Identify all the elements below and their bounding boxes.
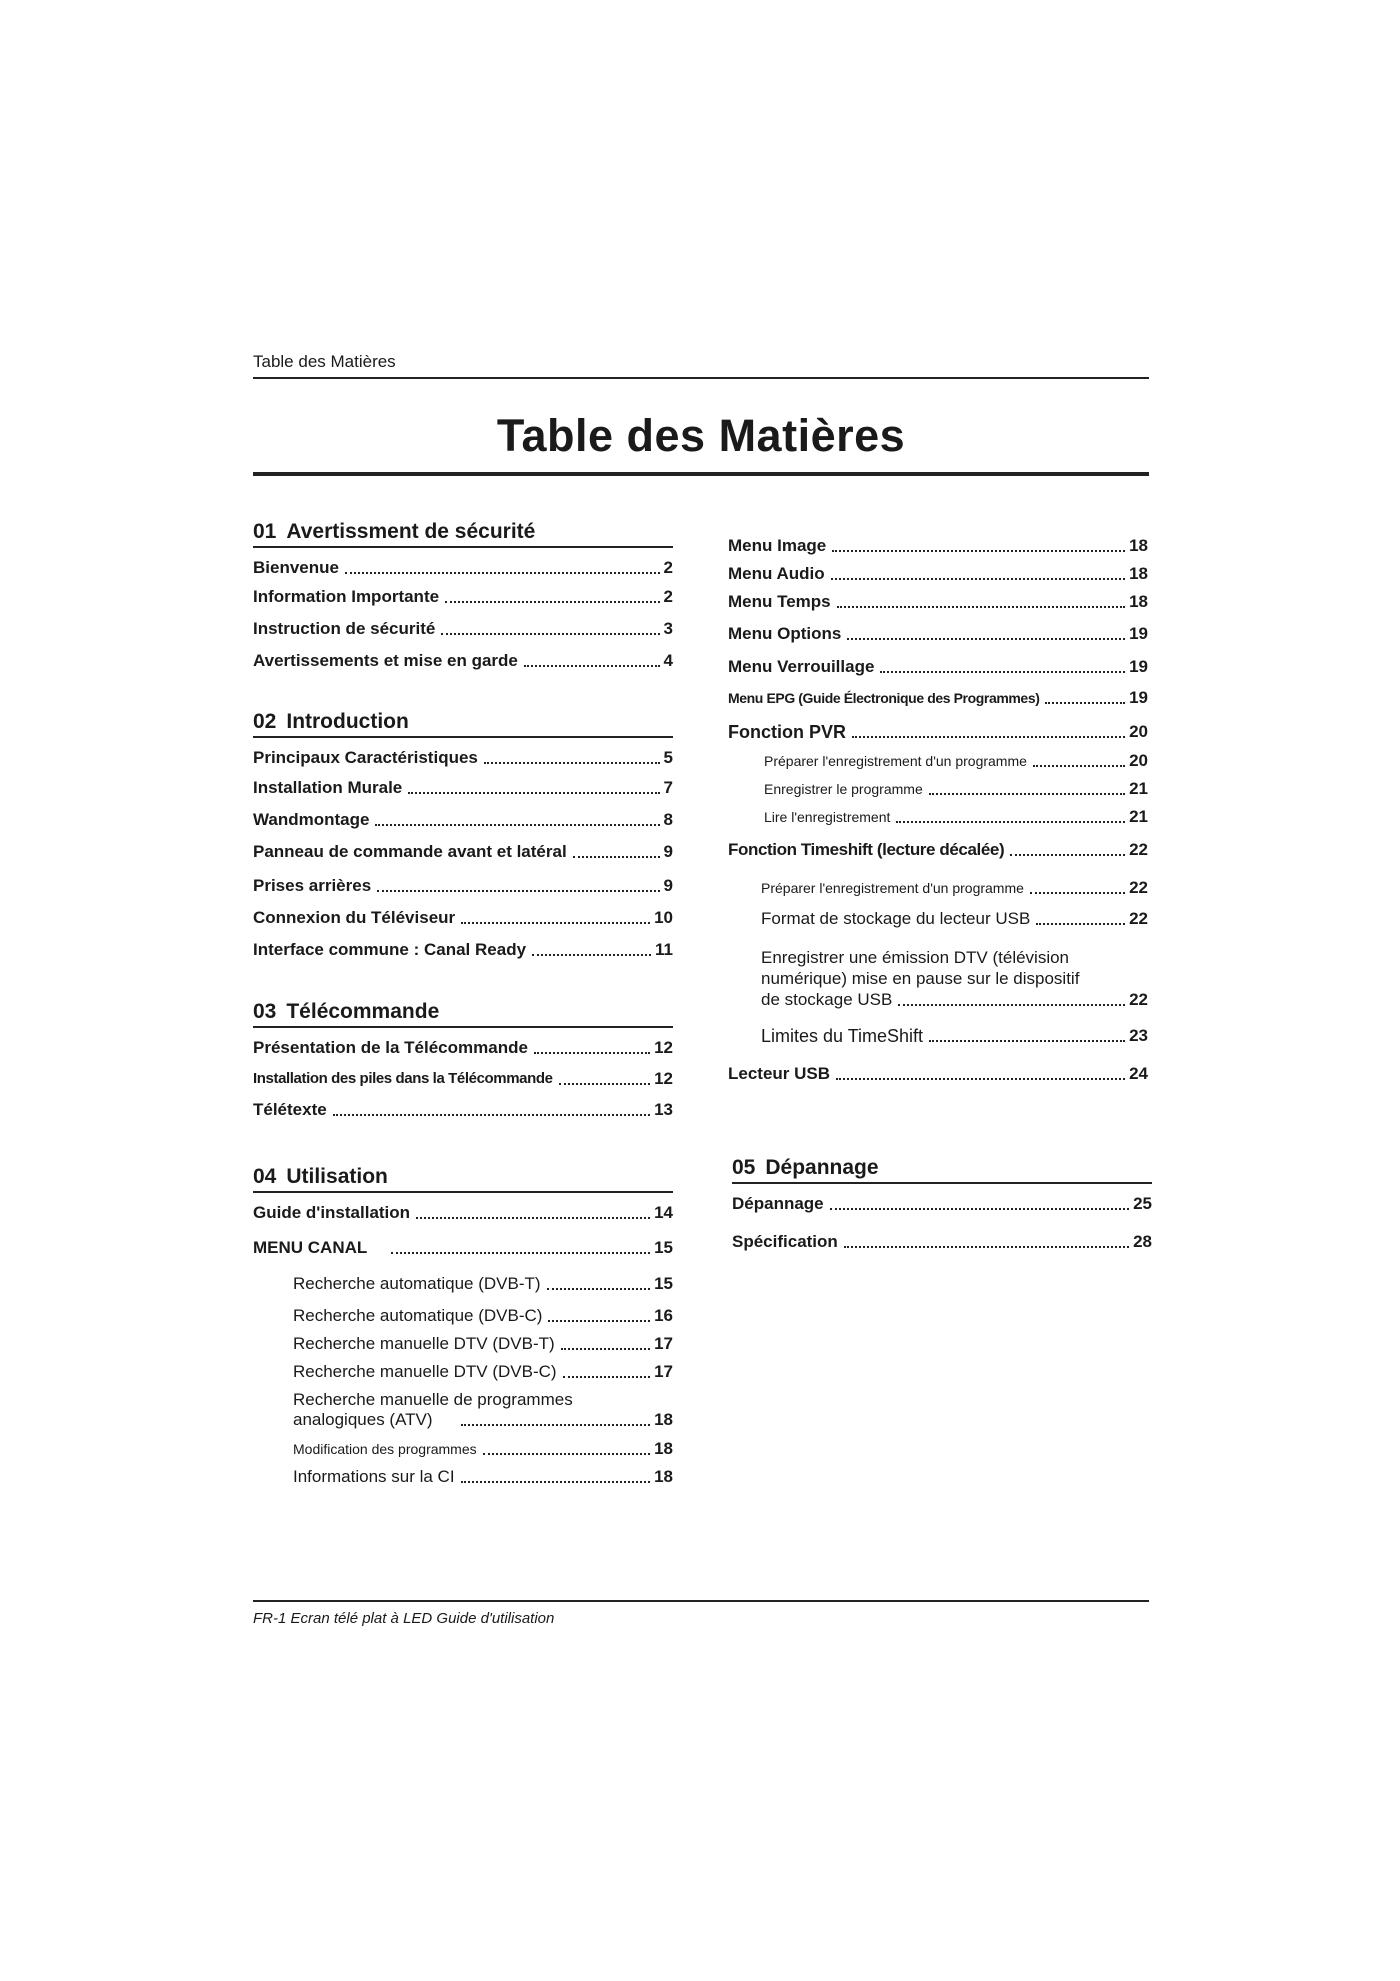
dot-leader: [345, 572, 660, 574]
entry-label: Menu Audio: [728, 564, 825, 583]
dot-leader: [830, 1208, 1129, 1210]
toc-entry-preparer-enregistrement-timeshift[interactable]: [761, 878, 1148, 898]
toc-entry-informations-ci[interactable]: [293, 1467, 673, 1487]
page-number: 9: [663, 876, 673, 895]
dot-leader: [483, 1453, 650, 1455]
page-footer: FR-1 Ecran télé plat à LED Guide d'utilisation: [253, 1610, 555, 1627]
dot-leader: [461, 1481, 651, 1483]
entry-label: Avertissements et mise en garde: [253, 651, 518, 670]
entry-label: Recherche automatique (DVB-T): [293, 1274, 541, 1293]
page-number: 18: [654, 1467, 673, 1486]
page-number: 18: [654, 1410, 673, 1429]
page-number: 9: [663, 842, 673, 861]
page-number: 28: [1133, 1232, 1152, 1251]
page-number: 18: [1129, 564, 1148, 583]
dot-leader: [898, 1004, 1125, 1006]
dot-leader: [1030, 892, 1125, 894]
entry-label: Interface commune : Canal Ready: [253, 940, 527, 959]
dot-leader: [524, 665, 660, 667]
page-number: 3: [663, 619, 673, 638]
toc-entry-teletexte[interactable]: [253, 1100, 673, 1120]
page-number: 25: [1133, 1194, 1152, 1213]
dot-leader: [1045, 702, 1125, 704]
dot-leader: [391, 1252, 650, 1254]
section-number: 04: [253, 1165, 277, 1188]
dot-leader: [1033, 765, 1125, 767]
entry-label: Recherche automatique (DVB-C): [293, 1306, 543, 1325]
section-heading-03: [253, 1000, 673, 1036]
toc-entry-bienvenue[interactable]: [253, 558, 673, 578]
toc-entry-panneau-commande[interactable]: [253, 842, 673, 862]
entry-label: Menu EPG (Guide Électronique des Programmes): [728, 690, 1040, 706]
page-number: 20: [1129, 751, 1148, 770]
dot-leader: [484, 762, 660, 764]
section-number: 05: [732, 1156, 756, 1179]
section-title: Dépannage: [765, 1156, 879, 1179]
page-number: 5: [663, 748, 673, 767]
entry-label: Modification des programmes: [293, 1441, 477, 1457]
page-number: 17: [654, 1334, 673, 1353]
dot-leader: [547, 1288, 651, 1290]
page-number: 22: [1129, 878, 1148, 897]
entry-label: Menu Temps: [728, 592, 831, 611]
page-number: 11: [655, 940, 673, 959]
page-number: 22: [1129, 840, 1148, 859]
page-number: 10: [654, 908, 673, 927]
section-number: 01: [253, 520, 277, 543]
entry-label: Connexion du Téléviseur: [253, 908, 456, 927]
dot-leader: [461, 922, 650, 924]
toc-entry-installation-piles[interactable]: [253, 1069, 673, 1089]
toc-entry-fonction-timeshift[interactable]: [728, 840, 1148, 860]
dot-leader: [896, 821, 1125, 823]
dot-leader: [929, 793, 1125, 795]
page-number: 18: [654, 1439, 673, 1458]
toc-entry-connexion-televiseur[interactable]: [253, 908, 673, 928]
dot-leader: [445, 601, 659, 603]
entry-label: Lire l'enregistrement: [764, 809, 891, 825]
page-number: 17: [654, 1362, 673, 1381]
toc-entry-enregistrer-programme[interactable]: [764, 779, 1148, 799]
section-heading-01: [253, 520, 673, 556]
header-rule: [253, 377, 1149, 379]
dot-leader: [375, 824, 659, 826]
toc-entry-installation-murale[interactable]: [253, 778, 673, 798]
entry-label: Menu Verrouillage: [728, 657, 875, 676]
toc-entry-format-stockage-usb[interactable]: [761, 909, 1148, 929]
toc-entry-avertissements[interactable]: [253, 651, 673, 671]
dot-leader: [880, 671, 1125, 673]
dot-leader: [441, 633, 659, 635]
toc-entry-wandmontage[interactable]: [253, 810, 673, 830]
entry-label: Spécification: [732, 1232, 838, 1251]
dot-leader: [532, 954, 651, 956]
page-number: 21: [1129, 779, 1148, 798]
entry-label: Enregistrer le programme: [764, 781, 923, 797]
entry-label: Instruction de sécurité: [253, 619, 436, 638]
dot-leader: [534, 1052, 650, 1054]
entry-label-line: numérique) mise en pause sur le dispositif: [761, 969, 1080, 988]
entry-label: Guide d'installation: [253, 1203, 411, 1222]
toc-entry-instruction-securite[interactable]: [253, 619, 673, 639]
entry-label: Prises arrières: [253, 876, 372, 895]
section-number: 02: [253, 710, 277, 733]
dot-leader: [837, 606, 1125, 608]
page-number: 4: [663, 651, 673, 670]
section-title: Introduction: [286, 710, 409, 733]
entry-label: Installation Murale: [253, 778, 403, 797]
entry-label: Menu Options: [728, 624, 842, 643]
page-number: 23: [1129, 1026, 1148, 1045]
page-number: 2: [663, 558, 673, 577]
running-head: Table des Matières: [253, 352, 396, 371]
entry-label: Format de stockage du lecteur USB: [761, 909, 1031, 928]
toc-entry-preparer-enregistrement-pvr[interactable]: [764, 751, 1148, 771]
page-number: 22: [1129, 909, 1148, 928]
toc-entry-depannage[interactable]: [732, 1194, 1152, 1214]
entry-label: Préparer l'enregistrement d'un programme: [764, 753, 1027, 769]
dot-leader: [831, 578, 1125, 580]
entry-label: Lecteur USB: [728, 1064, 831, 1083]
page-number: 15: [654, 1238, 673, 1257]
entry-label: MENU CANAL: [253, 1238, 368, 1257]
page-number: 7: [663, 778, 673, 797]
page-number: 21: [1129, 807, 1148, 826]
entry-label: Recherche manuelle DTV (DVB-C): [293, 1362, 557, 1381]
entry-label: Panneau de commande avant et latéral: [253, 842, 567, 861]
dot-leader: [559, 1083, 651, 1085]
toc-entry-lecteur-usb[interactable]: [728, 1064, 1148, 1084]
dot-leader: [563, 1376, 650, 1378]
section-heading-04: [253, 1165, 673, 1201]
toc-entry-recherche-atv[interactable]: [293, 1410, 673, 1430]
toc-entry-recherche-manuelle-dvbc[interactable]: [293, 1362, 673, 1382]
toc-entry-menu-audio[interactable]: [728, 564, 1148, 584]
toc-entry-modification-programmes[interactable]: [293, 1439, 673, 1459]
dot-leader: [836, 1078, 1125, 1080]
toc-entry-recherche-manuelle-dvbt[interactable]: [293, 1334, 673, 1354]
page-number: 2: [663, 587, 673, 606]
entry-label: Télétexte: [253, 1100, 327, 1119]
dot-leader: [1010, 854, 1125, 856]
entry-label: Dépannage: [732, 1194, 824, 1213]
title-rule: [253, 472, 1149, 476]
entry-label: Bienvenue: [253, 558, 339, 577]
entry-label: Fonction PVR: [728, 722, 846, 742]
page-number: 18: [1129, 536, 1148, 555]
toc-entry-menu-options[interactable]: [728, 624, 1148, 644]
toc-entry-principaux-caracteristiques[interactable]: [253, 748, 673, 768]
toc-entry-menu-epg[interactable]: [728, 688, 1148, 708]
dot-leader: [408, 792, 659, 794]
toc-entry-recherche-auto-dvbc[interactable]: [293, 1306, 673, 1326]
page-number: 19: [1129, 657, 1148, 676]
entry-label: Wandmontage: [253, 810, 370, 829]
page-number: 19: [1129, 624, 1148, 643]
page-number: 20: [1129, 722, 1148, 741]
toc-entry-menu-image[interactable]: [728, 536, 1148, 556]
entry-label: Installation des piles dans la Télécommande: [253, 1070, 553, 1087]
toc-entry-presentation-telecommande[interactable]: [253, 1038, 673, 1058]
dot-leader: [852, 736, 1125, 738]
entry-label: Recherche manuelle DTV (DVB-T): [293, 1334, 555, 1353]
toc-entry-menu-canal[interactable]: [253, 1238, 673, 1258]
page-number: 18: [1129, 592, 1148, 611]
dot-leader: [561, 1348, 650, 1350]
dot-leader: [847, 638, 1125, 640]
toc-entry-lire-enregistrement[interactable]: [764, 807, 1148, 827]
dot-leader: [416, 1217, 650, 1219]
toc-entry-enregistrer-emission-dtv[interactable]: [761, 990, 1148, 1010]
toc-entry-menu-temps[interactable]: [728, 592, 1148, 612]
entry-label: Information Importante: [253, 587, 440, 606]
page-number: 22: [1129, 990, 1148, 1009]
page-number: 16: [654, 1306, 673, 1325]
entry-label: Limites du TimeShift: [761, 1026, 924, 1046]
entry-label: de stockage USB: [761, 990, 893, 1009]
entry-label: Préparer l'enregistrement d'un programme: [761, 880, 1024, 896]
entry-label-line: Enregistrer une émission DTV (télévision: [761, 948, 1070, 967]
toc-entry-guide-installation[interactable]: [253, 1203, 673, 1223]
toc-entry-limites-timeshift[interactable]: [761, 1026, 1148, 1046]
entry-label: Fonction Timeshift (lecture décalée): [728, 840, 1005, 859]
section-number: 03: [253, 1000, 277, 1023]
dot-leader: [573, 856, 660, 858]
section-title: Télécommande: [286, 1000, 440, 1023]
dot-leader: [377, 890, 659, 892]
toc-entry-information-importante[interactable]: [253, 587, 673, 607]
page-number: 14: [654, 1203, 673, 1222]
section-title: Avertissment de sécurité: [286, 520, 536, 543]
toc-entry-interface-commune[interactable]: [253, 940, 673, 960]
dot-leader: [844, 1246, 1129, 1248]
page-number: 19: [1129, 688, 1148, 707]
dot-leader: [333, 1114, 650, 1116]
toc-entry-specification[interactable]: [732, 1232, 1152, 1252]
section-heading-05: [732, 1156, 1152, 1192]
section-title: Utilisation: [286, 1165, 388, 1188]
entry-label-line: Recherche manuelle de programmes: [293, 1390, 573, 1409]
entry-label: Menu Image: [728, 536, 827, 555]
entry-label: Principaux Caractéristiques: [253, 748, 478, 767]
footer-rule: [253, 1600, 1149, 1602]
toc-entry-recherche-auto-dvbt[interactable]: [293, 1274, 673, 1294]
page-number: 8: [663, 810, 673, 829]
page-number: 15: [654, 1274, 673, 1293]
page-number: 24: [1129, 1064, 1148, 1083]
entry-label: Informations sur la CI: [293, 1467, 455, 1486]
dot-leader: [461, 1424, 651, 1426]
entry-label: analogiques (ATV): [293, 1410, 433, 1429]
dot-leader: [1036, 923, 1125, 925]
page-title: Table des Matières: [496, 410, 906, 461]
toc-entry-fonction-pvr[interactable]: [728, 722, 1148, 742]
page-number: 13: [654, 1100, 673, 1119]
page-number: 12: [654, 1069, 673, 1088]
dot-leader: [548, 1320, 650, 1322]
dot-leader: [832, 550, 1125, 552]
toc-entry-prises-arrieres[interactable]: [253, 876, 673, 896]
section-heading-02: [253, 710, 673, 746]
page-number: 12: [654, 1038, 673, 1057]
entry-label: Présentation de la Télécommande: [253, 1038, 528, 1057]
toc-entry-menu-verrouillage[interactable]: [728, 657, 1148, 677]
dot-leader: [929, 1040, 1125, 1042]
